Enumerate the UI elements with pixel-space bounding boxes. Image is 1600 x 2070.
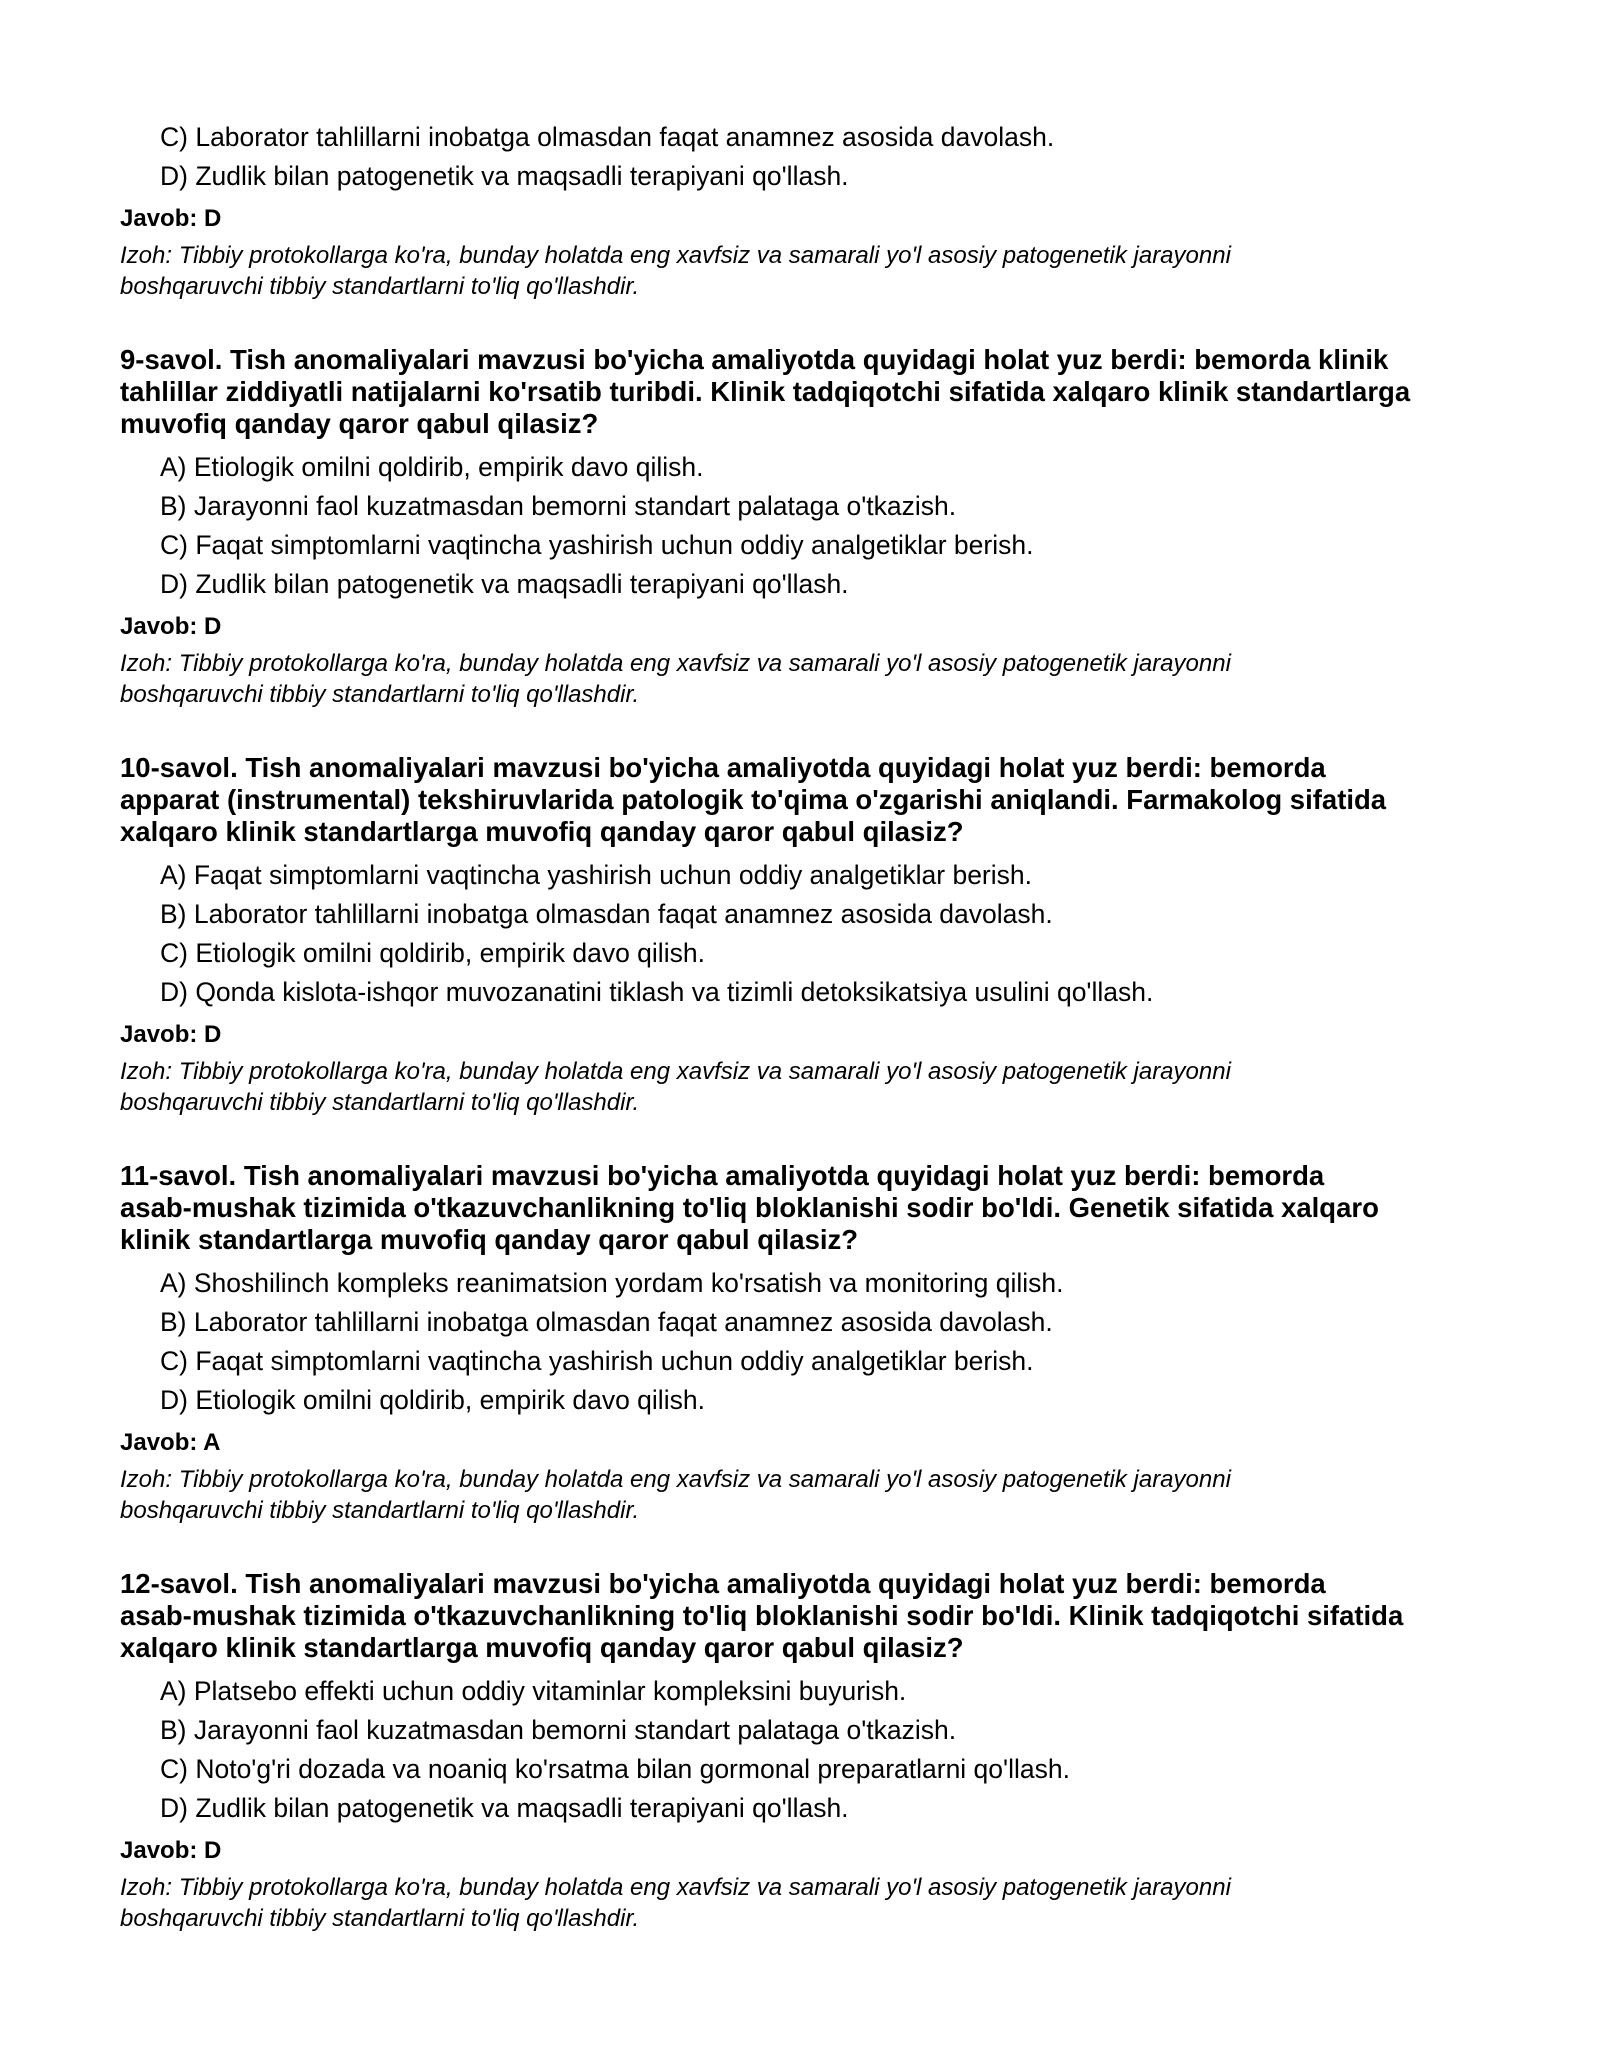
question-line: apparat (instrumental) tekshiruvlarida patologik to'qima o'zgarishi aniqlandi. Farmakolog sifatida (120, 784, 1387, 815)
option-d: D) Zudlik bilan patogenetik va maqsadli terapiyani qo'llash. (160, 1793, 849, 1823)
explanation (120, 1056, 1500, 1118)
question-line: 11-savol. Tish anomaliyalari mavzusi bo'yicha amaliyotda quyidagi holat yuz berdi: bemorda (120, 1160, 1325, 1191)
option-a: A) Faqat simptomlarni vaqtincha yashirish uchun oddiy analgetiklar berish. (160, 860, 1032, 890)
question-line: tahlillar ziddiyatli natijalarni ko'rsatib turibdi. Klinik tadqiqotchi sifatida xalqaro klinik standartlarga (120, 376, 1411, 407)
option-d: D) Qonda kislota-ishqor muvozanatini tiklash va tizimli detoksikatsiya usulini qo'llash. (160, 977, 1154, 1007)
question-line: 12-savol. Tish anomaliyalari mavzusi bo'yicha amaliyotda quyidagi holat yuz berdi: bemorda (120, 1568, 1326, 1599)
question-text (120, 752, 1500, 848)
option-d: D) Etiologik omilni qoldirib, empirik davo qilish. (160, 1385, 705, 1415)
option-c: C) Noto'g'ri dozada va noaniq ko'rsatma bilan gormonal preparatlarni qo'llash. (160, 1754, 1070, 1784)
explanation-line: Izoh: Tibbiy protokollarga ko'ra, bunday holatda eng xavfsiz va samarali yo'l asosiy patogenetik jarayonni (120, 650, 1231, 677)
option-d: D) Zudlik bilan patogenetik va maqsadli terapiyani qo'llash. (160, 569, 849, 599)
option-a: A) Etiologik omilni qoldirib, empirik davo qilish. (160, 452, 704, 482)
question-line: asab-mushak tizimida o'tkazuvchanlikning to'liq bloklanishi sodir bo'ldi. Genetik sifatida xalqaro (120, 1192, 1379, 1223)
option-a: A) Shoshilinch kompleks reanimatsion yordam ko'rsatish va monitoring qilish. (160, 1268, 1064, 1298)
option-b: B) Laborator tahlillarni inobatga olmasdan faqat anamnez asosida davolash. (160, 899, 1053, 929)
option-a: A) Platsebo effekti uchun oddiy vitaminlar kompleksini buyurish. (160, 1676, 907, 1706)
option-b: B) Laborator tahlillarni inobatga olmasdan faqat anamnez asosida davolash. (160, 1307, 1053, 1337)
question-8-continuation (120, 118, 1500, 302)
question-line: muvofiq qanday qaror qabul qilasiz? (120, 408, 599, 439)
explanation-line: Izoh: Tibbiy protokollarga ko'ra, bunday holatda eng xavfsiz va samarali yo'l asosiy patogenetik jarayonni (120, 242, 1231, 269)
explanation-line: boshqaruvchi tibbiy standartlarni to'liq qo'llashdir. (120, 273, 640, 300)
option-c: C) Laborator tahlillarni inobatga olmasdan faqat anamnez asosida davolash. (160, 122, 1055, 152)
question-line: 9-savol. Tish anomaliyalari mavzusi bo'yicha amaliyotda quyidagi holat yuz berdi: bemorda klinik (120, 344, 1389, 375)
explanation-line: boshqaruvchi tibbiy standartlarni to'liq qo'llashdir. (120, 1089, 640, 1116)
explanation (120, 648, 1500, 710)
explanation-line: Izoh: Tibbiy protokollarga ko'ra, bunday holatda eng xavfsiz va samarali yo'l asosiy patogenetik jarayonni (120, 1466, 1231, 1493)
explanation-line: boshqaruvchi tibbiy standartlarni to'liq qo'llashdir. (120, 681, 640, 708)
question-line: xalqaro klinik standartlarga muvofiq qanday qaror qabul qilasiz? (120, 816, 964, 847)
explanation (120, 1872, 1500, 1934)
answer: Javob: A (120, 1429, 221, 1456)
answer: Javob: D (120, 613, 222, 640)
option-b: B) Jarayonni faol kuzatmasdan bemorni standart palataga o'tkazish. (160, 1715, 957, 1745)
answer: Javob: D (120, 205, 222, 232)
option-c: C) Faqat simptomlarni vaqtincha yashirish uchun oddiy analgetiklar berish. (160, 1346, 1034, 1376)
question-9 (120, 344, 1500, 710)
explanation-line: boshqaruvchi tibbiy standartlarni to'liq qo'llashdir. (120, 1497, 640, 1524)
explanation (120, 1464, 1500, 1526)
question-12 (120, 1568, 1500, 1934)
question-text (120, 344, 1500, 440)
explanation-line: Izoh: Tibbiy protokollarga ko'ra, bunday holatda eng xavfsiz va samarali yo'l asosiy patogenetik jarayonni (120, 1058, 1231, 1085)
option-c: C) Faqat simptomlarni vaqtincha yashirish uchun oddiy analgetiklar berish. (160, 530, 1034, 560)
question-line: klinik standartlarga muvofiq qanday qaror qabul qilasiz? (120, 1224, 859, 1255)
question-line: 10-savol. Tish anomaliyalari mavzusi bo'yicha amaliyotda quyidagi holat yuz berdi: bemorda (120, 752, 1326, 783)
explanation (120, 240, 1500, 302)
explanation-line: boshqaruvchi tibbiy standartlarni to'liq qo'llashdir. (120, 1905, 640, 1932)
question-11 (120, 1160, 1500, 1526)
option-d: D) Zudlik bilan patogenetik va maqsadli terapiyani qo'llash. (160, 161, 849, 191)
answer: Javob: D (120, 1837, 222, 1864)
question-line: xalqaro klinik standartlarga muvofiq qanday qaror qabul qilasiz? (120, 1632, 964, 1663)
option-c: C) Etiologik omilni qoldirib, empirik davo qilish. (160, 938, 705, 968)
question-10 (120, 752, 1500, 1118)
option-b: B) Jarayonni faol kuzatmasdan bemorni standart palataga o'tkazish. (160, 491, 957, 521)
question-text (120, 1160, 1500, 1256)
question-text (120, 1568, 1500, 1664)
question-line: asab-mushak tizimida o'tkazuvchanlikning to'liq bloklanishi sodir bo'ldi. Klinik tadqiqotchi sifatida (120, 1600, 1404, 1631)
explanation-line: Izoh: Tibbiy protokollarga ko'ra, bunday holatda eng xavfsiz va samarali yo'l asosiy patogenetik jarayonni (120, 1874, 1231, 1901)
answer: Javob: D (120, 1021, 222, 1048)
